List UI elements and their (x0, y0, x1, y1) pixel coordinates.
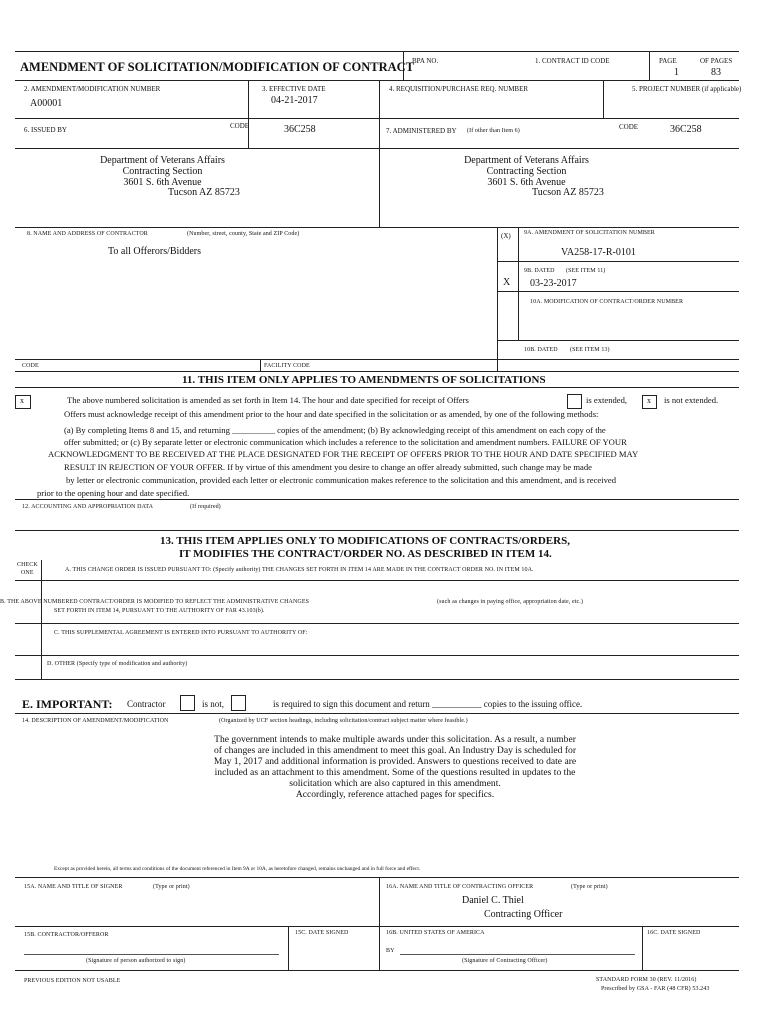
rule-row2 (15, 118, 739, 119)
item-10b-label: 10B. DATED (524, 347, 558, 353)
effective-date-label: 3. EFFECTIVE DATE (262, 85, 326, 93)
item-9b-label: 9B. DATED (524, 268, 555, 274)
rule-13b (15, 623, 739, 624)
important-required-text: is required to sign this document and return ___________ copies to the issuing office. (273, 699, 583, 709)
rule-item11-title (15, 387, 739, 388)
contractor-signature-caption: (Signature of person authorized to sign) (86, 958, 186, 964)
rule-row3 (15, 148, 739, 149)
item-16c-label: 16C. DATE SIGNED (647, 930, 701, 936)
admin-address-line-3: 3601 S. 6th Avenue (487, 177, 566, 188)
admin-address-line-2: Contracting Section (486, 166, 567, 177)
item-13b-text: B. THE ABOVE NUMBERED CONTRACT/ORDER IS MODIFIED TO REFLECT THE ADMINISTRATIVE CHANGES (0, 599, 310, 605)
rule-13d (15, 679, 739, 680)
item-13b-note: (such as changes in paying office, appropriation date, etc.) (437, 599, 584, 605)
officer-title-field[interactable]: Contracting Officer (484, 909, 563, 920)
vline-check-col (41, 560, 42, 679)
description-line-6: Accordingly, reference attached pages for specifics. (295, 789, 495, 800)
description-line-3: May 1, 2017 and additional information is provided. Answers to questions received to date are (213, 756, 577, 767)
item-13-title-2: IT MODIFIES THE CONTRACT/ORDER NO. AS DESCRIBED IN ITEM 14. (179, 548, 552, 560)
admin-address-line-1: Department of Veterans Affairs (464, 155, 589, 166)
vline-16c (642, 926, 643, 970)
rule-bottom (15, 970, 739, 971)
important-contractor: Contractor (127, 699, 166, 709)
page-label: PAGE (659, 57, 677, 65)
issuer-address-line-4: Tucson AZ 85723 (168, 187, 240, 198)
issued-code-label: CODE (230, 122, 250, 130)
item-10b-note: (SEE ITEM 13) (570, 347, 610, 353)
project-number-label: 5. PROJECT NUMBER (if applicable) (632, 85, 742, 93)
rule-item11-top (15, 371, 739, 372)
item-11-line-2: Offers must acknowledge receipt of this amendment prior to the hour and date specified in the solicitation or as amended, by one of the following methods: (64, 409, 599, 419)
item-11-line-4: offer submitted; or (c) By separate letter or electronic communication which includes a reference to the solicitation and amendment numbers. FAILURE OF YOUR (64, 437, 627, 447)
of-pages-number: 83 (711, 67, 721, 78)
vline-sig-mid (379, 877, 380, 970)
vline-9-col (518, 227, 519, 340)
item-11-check-mark: x (20, 396, 24, 405)
administered-by-note: (If other than Item 6) (467, 128, 520, 134)
item-16a-label: 16A. NAME AND TITLE OF CONTRACTING OFFICER (386, 884, 534, 890)
item-11-line-3: (a) By completing Items 8 and 15, and returning __________ copies of the amendment; (b) By acknowledging receipt of this amendment on each copy of the (64, 425, 606, 435)
item-15a-note: (Type or print) (153, 884, 190, 890)
by-label: BY (386, 948, 395, 954)
item-13-title-1: 13. THIS ITEM APPLIES ONLY TO MODIFICATIONS OF CONTRACTS/ORDERS, (160, 535, 570, 547)
vline-x-col (497, 227, 498, 371)
issuer-address-line-1: Department of Veterans Affairs (100, 155, 225, 166)
vline-row2-b (379, 80, 380, 227)
vline-row2-a (248, 80, 249, 148)
issued-by-label: 6. ISSUED BY (24, 126, 67, 134)
item-11-line-5: ACKNOWLEDGMENT TO BE RECEIVED AT THE PLACE DESIGNATED FOR THE RECEIPT OF OFFERS PRIOR TO THE HOUR AND DATE SPECIFIED MAY (48, 449, 639, 459)
important-is-not-checkbox[interactable] (180, 695, 195, 711)
footer-form-number: STANDARD FORM 30 (REV. 11/2016) (596, 977, 697, 983)
requisition-label: 4. REQUISITION/PURCHASE REQ. NUMBER (389, 85, 529, 93)
item-15a-label: 15A. NAME AND TITLE OF SIGNER (24, 884, 123, 890)
vline-15c (288, 926, 289, 970)
item-11-line-8: prior to the opening hour and date specified. (37, 488, 190, 498)
contractor-label-note: (Number, street, county, State and ZIP Code) (187, 231, 300, 237)
rule-item14-bottom (15, 877, 739, 878)
admin-code-label: CODE (619, 123, 639, 131)
not-extended-label: is not extended. (664, 395, 719, 405)
extended-checkbox[interactable] (567, 394, 582, 409)
top-rule (15, 51, 739, 52)
item-9b-field[interactable]: 03-23-2017 (530, 278, 577, 289)
item-13a-text: A. THIS CHANGE ORDER IS ISSUED PURSUANT TO: (Specify authority) THE CHANGES SET FORTH IN ITEM 14 ARE MADE IN THE CONTRACT ORDER NO. IN ITEM 10A. (65, 567, 534, 573)
except-statement: Except as provided herein, all terms and conditions of the document referenced in Item 9A or 10A, as heretofore changed, remains unchanged and in full force and effect. (54, 866, 421, 872)
contractor-name-field[interactable]: To all Offerors/Bidders (108, 246, 201, 257)
item-14-note: (Organized by UCF section headings, including solicitation/contract subject matter where feasible.) (219, 718, 468, 724)
rule-item13 (15, 530, 739, 531)
item-13c-text: C. THIS SUPPLEMENTAL AGREEMENT IS ENTERED INTO PURSUANT TO AUTHORITY OF: (54, 630, 308, 636)
item-9b-note: (SEE ITEM 11) (566, 268, 606, 274)
issuer-address-line-2: Contracting Section (122, 166, 203, 177)
important-required-checkbox[interactable] (231, 695, 246, 711)
rule-addresses (15, 227, 739, 228)
rule-important (15, 713, 739, 714)
item-14-label: 14. DESCRIPTION OF AMENDMENT/MODIFICATION (22, 718, 169, 724)
item-10a-label: 10A. MODIFICATION OF CONTRACT/ORDER NUMBER (530, 299, 684, 305)
facility-code-label: FACILITY CODE (264, 363, 310, 369)
rule-code-row (15, 359, 739, 360)
item-9a-label: 9A. AMENDMENT OF SOLICITATION NUMBER (524, 230, 655, 236)
amendment-number-label: 2. AMENDMENT/MODIFICATION NUMBER (24, 85, 161, 93)
item-9-check[interactable]: X (503, 277, 511, 288)
effective-date-field[interactable]: 04-21-2017 (271, 95, 318, 106)
rule-13a (15, 580, 739, 581)
admin-address-line-4: Tucson AZ 85723 (532, 187, 604, 198)
item-12-note: (If required) (190, 504, 221, 510)
vline-facility (260, 359, 261, 371)
x-column-label: (X) (501, 232, 511, 240)
issuer-address-line-3: 3601 S. 6th Avenue (123, 177, 202, 188)
page-number: 1 (674, 67, 679, 78)
contractor-code-label: CODE (22, 363, 39, 369)
officer-signature-caption: (Signature of Contracting Officer) (462, 958, 548, 964)
officer-name-field[interactable]: Daniel C. Thiel (462, 895, 524, 906)
item-12-label: 12. ACCOUNTING AND APPROPRIATION DATA (22, 504, 154, 510)
description-line-1: The government intends to make multiple awards under this solicitation. As a result, a number (214, 734, 576, 745)
rule-13c (15, 655, 739, 656)
vline-page-left (649, 51, 650, 80)
item-16a-note: (Type or print) (571, 884, 608, 890)
administered-by-label: 7. ADMINISTERED BY (386, 127, 457, 135)
rule-header (15, 80, 739, 81)
rule-9a (497, 261, 739, 262)
description-line-4: included as an attachment to this amendment. Some of the questions resulted in updates to the (214, 767, 576, 778)
footer-previous-edition: PREVIOUS EDITION NOT USABLE (24, 978, 121, 984)
of-pages-label: OF PAGES (700, 57, 733, 65)
item-13b-text-2: SET FORTH IN ITEM 14, PURSUANT TO THE AUTHORITY OF FAR 43.103(b). (54, 608, 265, 614)
footer-prescribed-by: Prescribed by GSA - FAR (48 CFR) 53.243 (601, 986, 710, 992)
check-one-label-2: ONE (21, 570, 34, 576)
amendment-number-field[interactable]: A00001 (30, 98, 63, 109)
admin-code-field[interactable]: 36C258 (670, 124, 702, 135)
item-11-line-6: RESULT IN REJECTION OF YOUR OFFER. If by virtue of this amendment you desire to change an offer already submitted, such change may be made (64, 462, 592, 472)
rule-9b (497, 291, 739, 292)
form-title: AMENDMENT OF SOLICITATION/MODIFICATION OF CONTRACT (20, 60, 415, 74)
rule-signers (15, 926, 739, 927)
issued-code-field[interactable]: 36C258 (284, 124, 316, 135)
item-11-line-1: The above numbered solicitation is amended as set forth in Item 14. The hour and date specified for receipt of Offers (67, 395, 469, 405)
item-9a-field[interactable]: VA258-17-R-0101 (561, 247, 636, 258)
description-line-5: solicitation which are also captured in this amendment. (289, 778, 501, 789)
extended-label: is extended, (586, 395, 628, 405)
contract-id-label: 1. CONTRACT ID CODE (535, 57, 610, 65)
important-is-not: is not, (202, 699, 225, 709)
important-label: E. IMPORTANT: (22, 697, 113, 711)
item-13d-text: D. OTHER (Specify type of modification and authority) (47, 661, 188, 667)
contractor-signature-line[interactable] (24, 954, 279, 955)
not-extended-check-mark: x (647, 396, 651, 405)
item-15c-label: 15C. DATE SIGNED (295, 930, 349, 936)
item-11-title: 11. THIS ITEM ONLY APPLIES TO AMENDMENTS OF SOLICITATIONS (182, 374, 546, 386)
item-15b-label: 15B. CONTRACTOR/OFFEROR (24, 932, 109, 938)
item-16b-label: 16B. UNITED STATES OF AMERICA (386, 930, 485, 936)
officer-signature-line[interactable] (400, 954, 635, 955)
contractor-label: 8. NAME AND ADDRESS OF CONTRACTOR (27, 231, 148, 237)
rule-10b (497, 340, 739, 341)
description-line-2: of changes are included in this amendment to meet this goal. An Industry Day is scheduled for (213, 745, 577, 756)
check-one-label-1: CHECK (17, 562, 38, 568)
vline-row2-c (603, 80, 604, 118)
bpa-no-label: BPA NO. (412, 57, 439, 65)
item-11-line-7: by letter or electronic communication, provided each letter or electronic communication makes reference to the solicitation and this amendment, and is received (66, 475, 617, 485)
